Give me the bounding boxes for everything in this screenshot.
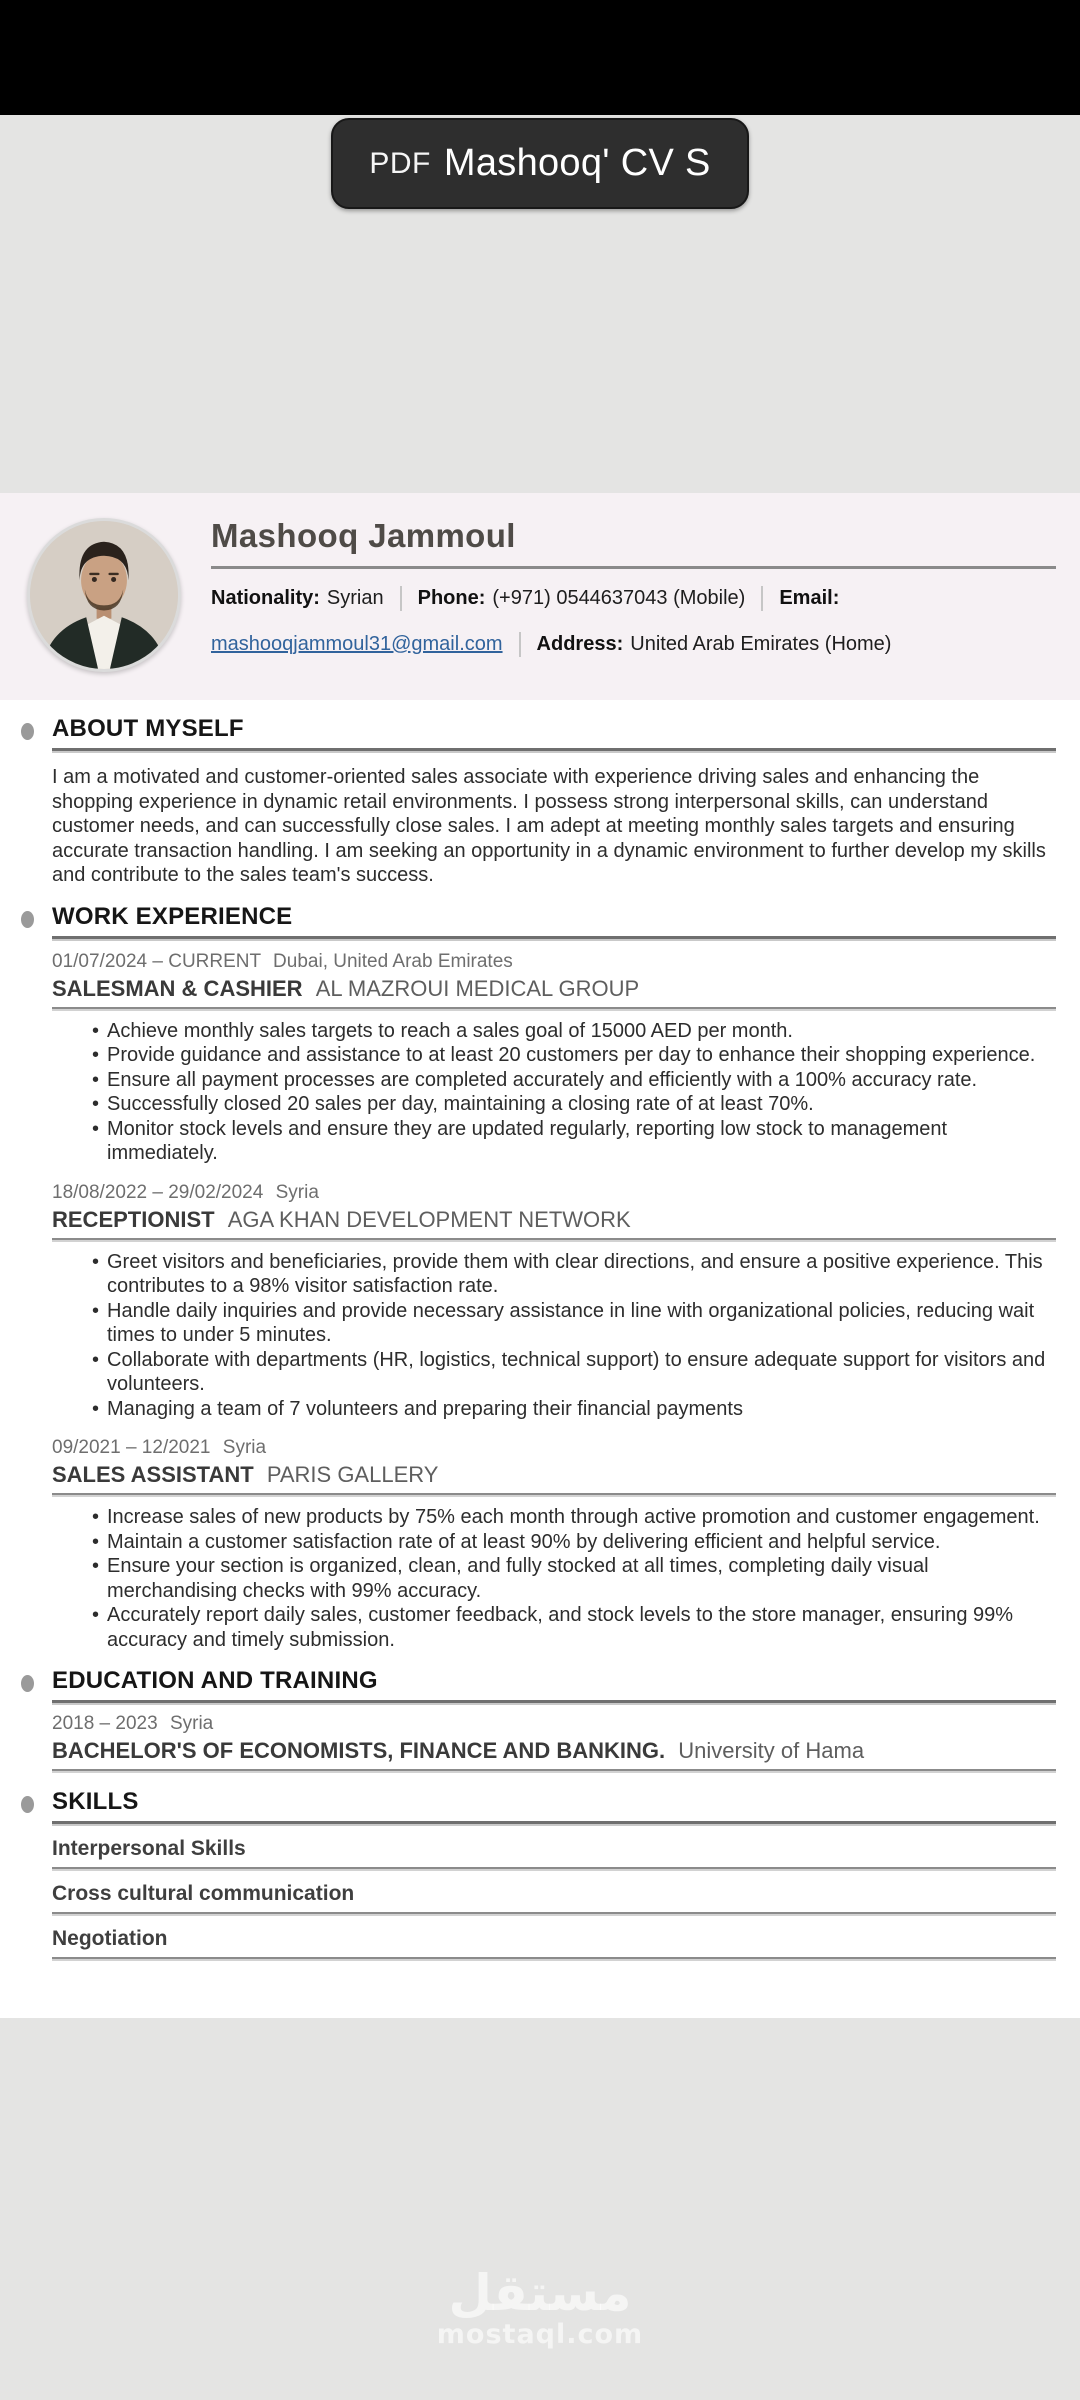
- job-company: AL MAZROUI MEDICAL GROUP: [315, 975, 640, 1001]
- document-title: Mashooq' CV S: [443, 142, 711, 184]
- job-bullet-list: [92, 1505, 1056, 1652]
- watermark-url: mostaql.com: [436, 2319, 644, 2350]
- section-header-about: [52, 716, 1056, 742]
- phone-label: Phone:: [417, 587, 486, 609]
- job-bullet-list: [92, 1019, 1056, 1166]
- skill-item: [52, 1883, 1056, 1916]
- job-meta: [52, 951, 1056, 972]
- pdf-badge: PDF: [369, 146, 431, 180]
- email-link[interactable]: mashooqjammoul31@gmail.com: [211, 633, 503, 655]
- divider: [400, 586, 402, 611]
- address-label: Address:: [536, 633, 624, 655]
- divider: [52, 1007, 1056, 1011]
- job-role: RECEPTIONIST: [52, 1206, 215, 1232]
- section-title: SKILLS: [52, 1788, 139, 1815]
- bullet-item: • Ensure all payment processes are completed accurately and efficiently with a 100% accuracy rate.: [92, 1068, 1056, 1093]
- nationality-label: Nationality:: [211, 587, 320, 609]
- status-bar: [0, 0, 1080, 115]
- divider: [52, 1821, 1056, 1826]
- job-location: Dubai, United Arab Emirates: [273, 950, 513, 972]
- email-label: Email:: [779, 587, 840, 609]
- divider: [52, 1493, 1056, 1497]
- job-entry: [52, 1437, 1056, 1652]
- skill-name: Cross cultural communication: [52, 1882, 355, 1905]
- bullet-item: • Successfully closed 20 sales per day, maintaining a closing rate of at least 70%.: [92, 1092, 1056, 1117]
- job-title: [52, 1207, 1056, 1232]
- candidate-name: Mashooq Jammoul: [211, 517, 516, 554]
- about-paragraph: I am a motivated and customer-oriented sales associate with experience driving sales and enhancing the shopping experience in dynamic retail environments. I possess strong interpersonal skills, can understand customer needs, and can successfully close sales. I am adept at meeting monthly sales targets and ensuring accurate transaction handling. I am seeking an opportunity in a dynamic environment to further develop my skills and contribute to the sales team's success.: [52, 766, 1046, 886]
- bullet-item: • Ensure your section is organized, clean, and fully stocked at all times, completing daily visual merchandising checks with 99% accuracy.: [92, 1554, 1056, 1603]
- education-entry: [52, 1713, 1056, 1773]
- job-title: [52, 976, 1056, 1001]
- skill-name: Interpersonal Skills: [52, 1837, 246, 1860]
- job-period: 01/07/2024 – CURRENT: [52, 950, 261, 972]
- job-period: 09/2021 – 12/2021: [52, 1437, 211, 1458]
- job-title: [52, 1462, 1056, 1487]
- watermark-arabic: مستقل: [448, 2264, 632, 2322]
- bullet-item: • Collaborate with departments (HR, logistics, technical support) to ensure adequate support for visitors and volunteers.: [92, 1348, 1056, 1397]
- section-dot-icon: [21, 723, 34, 740]
- address-value: United Arab Emirates (Home): [630, 633, 892, 655]
- cv-document-body: [0, 700, 1080, 2018]
- divider: [761, 586, 763, 611]
- divider: [519, 632, 521, 657]
- phone-value: (+971) 0544637043 (Mobile): [492, 587, 746, 609]
- portrait-illustration: [30, 521, 178, 669]
- job-meta: [52, 1182, 1056, 1203]
- contact-line-1: [211, 586, 1056, 611]
- bullet-item: • Achieve monthly sales targets to reach a sales goal of 15000 AED per month.: [92, 1019, 1056, 1044]
- divider: [52, 1957, 1056, 1961]
- profile-photo: [27, 518, 181, 672]
- divider: [52, 1912, 1056, 1916]
- skill-name: Negotiation: [52, 1927, 168, 1950]
- job-location: Syria: [275, 1181, 319, 1203]
- education-location: Syria: [169, 1713, 214, 1734]
- section-dot-icon: [21, 1675, 34, 1692]
- skill-item: [52, 1928, 1056, 1961]
- watermark: [436, 2264, 644, 2350]
- education-meta: [52, 1713, 1056, 1734]
- section-title: ABOUT MYSELF: [52, 715, 244, 742]
- job-entry: [52, 951, 1056, 1166]
- section-header-work: [52, 904, 1056, 930]
- bullet-item: • Greet visitors and beneficiaries, provide them with clear directions, and ensure a positive experience. This contributes to a 98% visitor satisfaction rate.: [92, 1250, 1056, 1299]
- divider: [52, 1867, 1056, 1871]
- section-title: EDUCATION AND TRAINING: [52, 1667, 378, 1694]
- education-title: [52, 1738, 1056, 1763]
- bullet-item: • Accurately report daily sales, customer feedback, and stock levels to the store manager, ensuring 99% accuracy and timely submission.: [92, 1603, 1056, 1652]
- bullet-item: • Maintain a customer satisfaction rate of at least 90% by delivering efficient and helpful service.: [92, 1530, 1056, 1555]
- skill-item: [52, 1838, 1056, 1871]
- institution-name: University of Hama: [678, 1738, 865, 1763]
- bullet-item: • Monitor stock levels and ensure they are updated regularly, reporting low stock to management immediately.: [92, 1117, 1056, 1166]
- bullet-item: • Increase sales of new products by 75% each month through active promotion and customer engagement.: [92, 1505, 1056, 1530]
- app-background-bottom: [0, 2018, 1080, 2400]
- job-location: Syria: [222, 1437, 267, 1458]
- document-title-pill[interactable]: [331, 118, 748, 209]
- job-role: SALESMAN & CASHIER: [52, 975, 303, 1001]
- job-meta: [52, 1437, 1056, 1458]
- divider: [52, 1769, 1056, 1773]
- section-header-skills: [52, 1789, 1056, 1815]
- section-title: WORK EXPERIENCE: [52, 902, 293, 930]
- cv-header: [0, 493, 1080, 700]
- section-header-education: [52, 1668, 1056, 1694]
- divider: [52, 1238, 1056, 1242]
- job-entry: [52, 1182, 1056, 1422]
- contact-line-2: [211, 632, 1056, 657]
- divider: [52, 748, 1056, 753]
- job-company: AGA KHAN DEVELOPMENT NETWORK: [227, 1206, 631, 1232]
- divider: [52, 1700, 1056, 1705]
- job-bullet-list: [92, 1250, 1056, 1422]
- job-role: SALES ASSISTANT: [52, 1462, 254, 1487]
- degree-name: BACHELOR'S OF ECONOMISTS, FINANCE AND BANKING.: [52, 1738, 666, 1763]
- divider: [211, 566, 1056, 569]
- nationality-value: Syrian: [326, 587, 384, 609]
- bullet-item: • Provide guidance and assistance to at least 20 customers per day to enhance their shopping experience.: [92, 1043, 1056, 1068]
- education-period: 2018 – 2023: [52, 1713, 158, 1734]
- job-company: PARIS GALLERY: [266, 1462, 439, 1487]
- bullet-item: • Handle daily inquiries and provide necessary assistance in line with organizational policies, reducing wait times to under 5 minutes.: [92, 1299, 1056, 1348]
- section-dot-icon: [21, 1796, 34, 1813]
- bullet-item: • Managing a team of 7 volunteers and preparing their financial payments: [92, 1397, 1056, 1422]
- section-dot-icon: [21, 911, 34, 928]
- header-text: [181, 493, 1080, 700]
- job-period: 18/08/2022 – 29/02/2024: [52, 1181, 264, 1203]
- divider: [52, 936, 1056, 941]
- app-background-top: [0, 115, 1080, 493]
